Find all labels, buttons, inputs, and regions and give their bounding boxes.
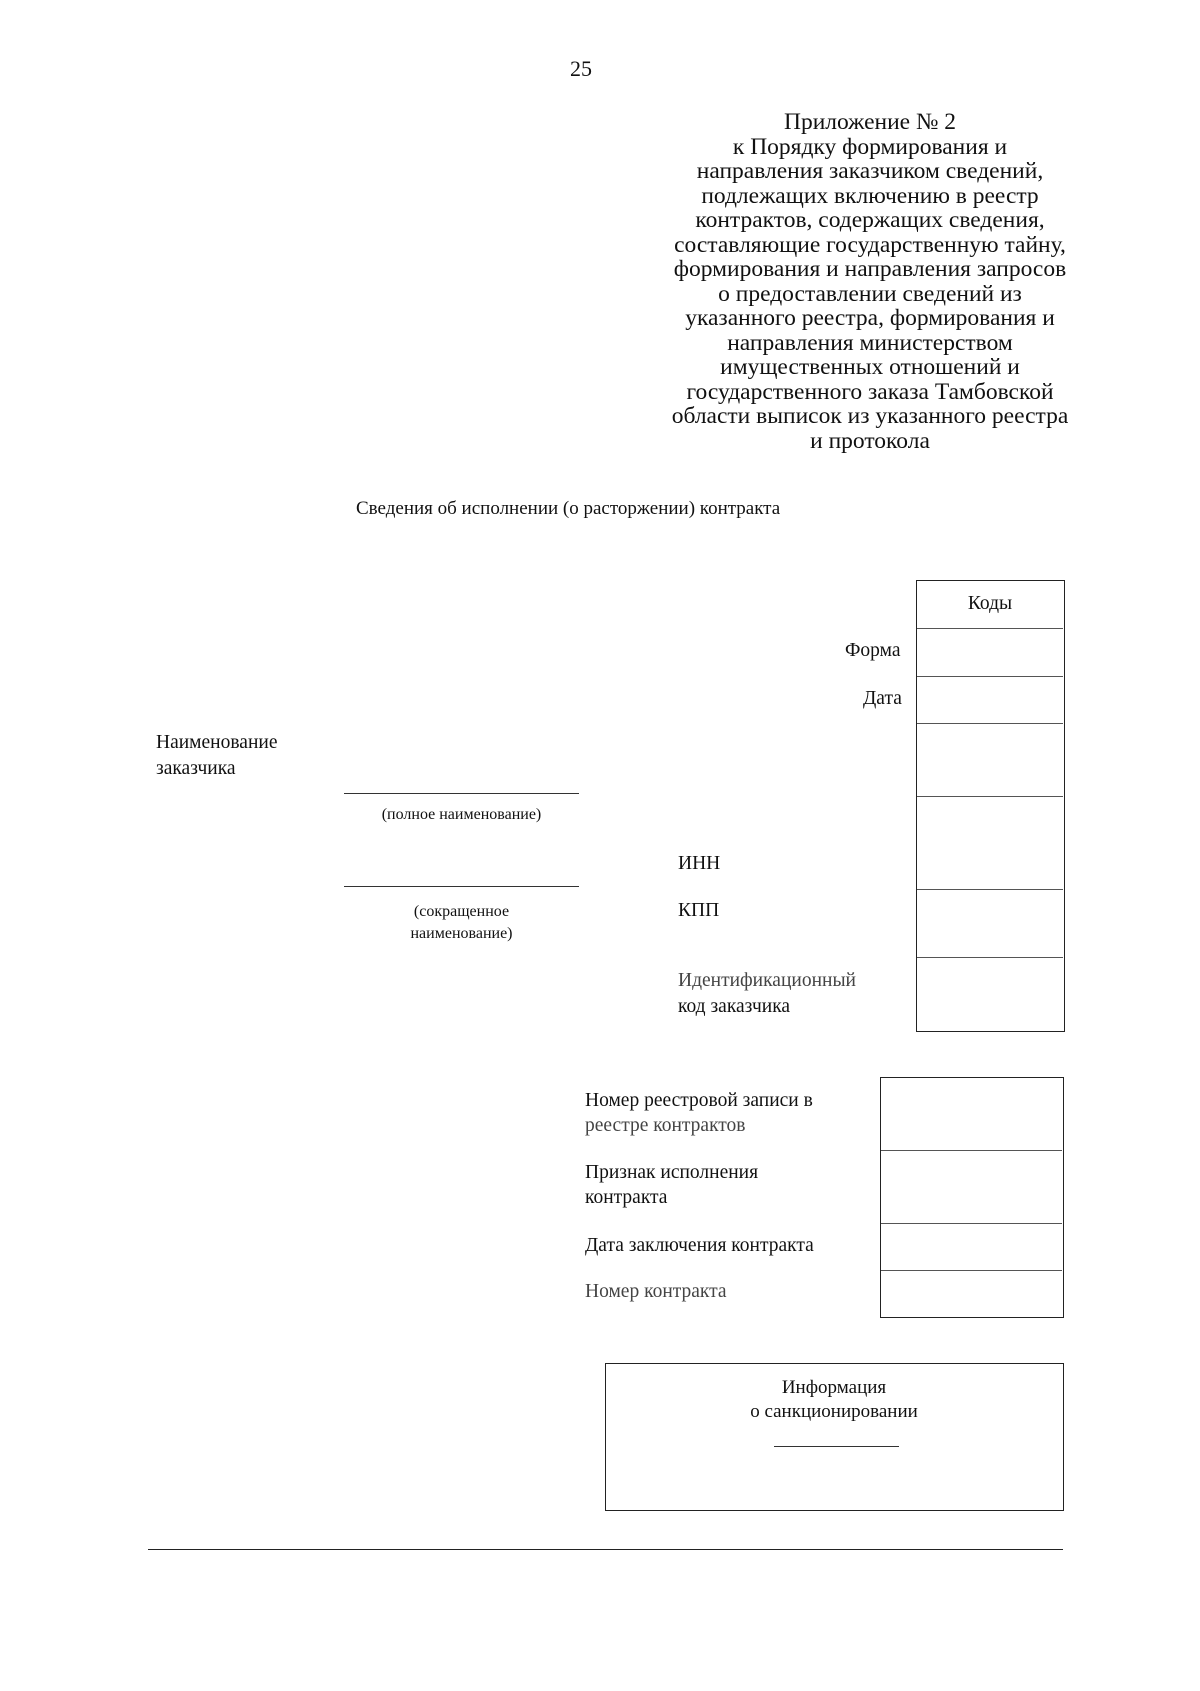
- appendix-header: [630, 110, 1110, 453]
- id-code-label-line1: Идентификационный: [678, 970, 856, 991]
- contract-number-label: Номер контракта: [585, 1281, 727, 1302]
- short-name-caption-line1: (сокращенное: [413, 903, 510, 920]
- customer-name-label-line1: Наименование: [156, 732, 278, 753]
- execution-sign-label-line1: Признак исполнения: [585, 1162, 759, 1183]
- sanction-info-box: [605, 1363, 1064, 1511]
- appendix-line: подлежащих включению в реестр: [701, 182, 1039, 209]
- conclusion-date-label: Дата заключения контракта: [585, 1235, 814, 1256]
- codes-divider: [917, 628, 1063, 629]
- codes-divider: [917, 889, 1063, 890]
- appendix-line: области выписок из указанного реестра: [671, 403, 1069, 429]
- contract-divider: [881, 1150, 1062, 1151]
- appendix-line: государственного заказа Тамбовской: [686, 378, 1054, 405]
- registry-number-label-line1: Номер реестровой записи в: [585, 1090, 813, 1111]
- short-name-underline: [344, 886, 579, 887]
- appendix-line: Приложение № 2: [783, 109, 957, 135]
- short-name-caption-line2: наименование): [410, 925, 513, 942]
- appendix-line: составляющие государственную тайну,: [674, 231, 1066, 258]
- appendix-line: имущественных отношений и: [720, 354, 1020, 380]
- sanction-info-line1: Информация: [781, 1377, 887, 1398]
- contract-divider: [881, 1270, 1062, 1271]
- page-number: 25: [570, 56, 592, 81]
- bottom-rule: [148, 1549, 1063, 1550]
- form-label: Форма: [845, 640, 901, 661]
- document-title: Сведения об исполнении (о расторжении) контракта: [356, 498, 781, 519]
- registry-number-label-line2: реестре контрактов: [585, 1115, 746, 1136]
- appendix-line: направления министерством: [727, 329, 1013, 356]
- codes-divider: [917, 957, 1063, 958]
- codes-divider: [917, 723, 1063, 724]
- kpp-label: КПП: [678, 900, 720, 921]
- appendix-line: контрактов, содержащих сведения,: [695, 207, 1045, 233]
- appendix-line: формирования и направления запросов: [673, 256, 1067, 282]
- appendix-line: и протокола: [810, 427, 930, 454]
- inn-label: ИНН: [678, 853, 721, 874]
- codes-divider: [917, 676, 1063, 677]
- date-label: Дата: [863, 688, 902, 709]
- customer-name-label-line2: заказчика: [156, 758, 236, 779]
- contract-divider: [881, 1223, 1062, 1224]
- appendix-line: направления заказчиком сведений,: [696, 158, 1044, 184]
- full-name-underline: [344, 793, 579, 794]
- sanction-info-line2: о санкционировании: [750, 1401, 918, 1422]
- full-name-caption: (полное наименование): [381, 806, 542, 823]
- appendix-line: указанного реестра, формирования и: [685, 305, 1055, 331]
- codes-divider: [917, 796, 1063, 797]
- sanction-info-underline: [774, 1446, 899, 1447]
- id-code-label-line2: код заказчика: [678, 996, 791, 1017]
- appendix-line: о предоставлении сведений из: [718, 280, 1022, 307]
- contract-info-table: [880, 1077, 1064, 1318]
- codes-header: Коды: [967, 593, 1013, 614]
- appendix-line: к Порядку формирования и: [732, 133, 1008, 160]
- execution-sign-label-line2: контракта: [585, 1187, 668, 1208]
- codes-table: [916, 580, 1065, 1032]
